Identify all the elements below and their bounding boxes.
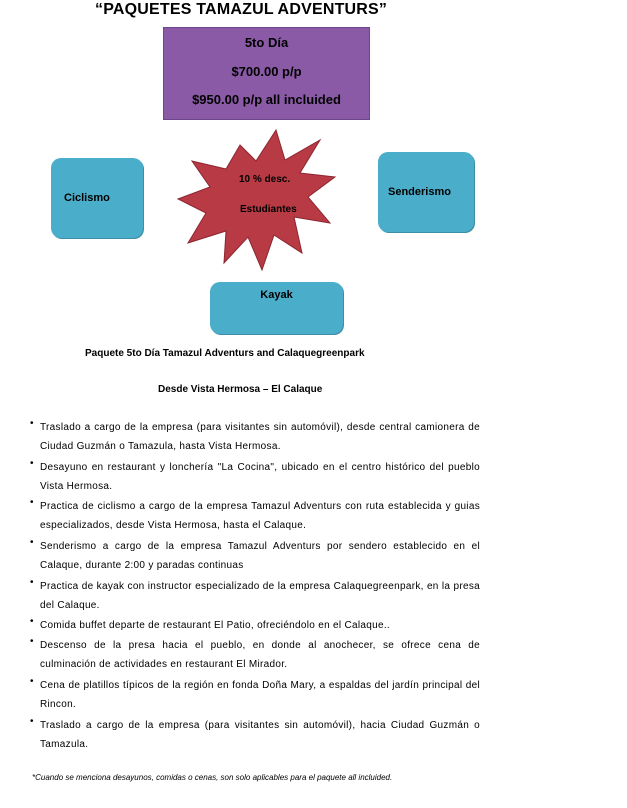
list-item-text: Cena de platillos típicos de la región en fonda Doña Mary, a espaldas del jardín principal del Rincon. [40, 680, 480, 710]
list-item [30, 458, 480, 496]
list-item-text: Traslado a cargo de la empresa (para visitantes sin automóvil), desde central camionera de Ciudad Guzmán o Tamazula, hasta Vista Hermosa. [40, 422, 480, 452]
list-item [30, 676, 480, 714]
package-heading: Paquete 5to Día Tamazul Adventurs and Calaquegreenpark [85, 348, 365, 359]
discount-starburst-icon [170, 125, 350, 275]
bullet-icon: • [30, 636, 34, 647]
price-basic: $700.00 p/p [231, 64, 302, 79]
discount-students: Estudiantes [240, 204, 297, 215]
list-item-text: Descenso de la presa hacia el pueblo, en donde al anochecer, se ofrece cena de culminación de actividades en restaurant El Mirador. [40, 640, 480, 670]
activity-hiking-label: Senderismo [388, 186, 451, 198]
page-title: “PAQUETES TAMAZUL ADVENTURS” [95, 1, 388, 18]
activity-cycling-box [51, 158, 143, 238]
bullet-icon: • [30, 497, 34, 508]
bullet-icon: • [30, 458, 34, 469]
price-day: 5to Día [244, 35, 289, 50]
list-item-text: Senderismo a cargo de la empresa Tamazul Adventurs por sendero establecido en el Calaque, durante 2:00 y paradas continuas [40, 541, 480, 571]
list-item [30, 616, 480, 635]
bullet-icon: • [30, 418, 34, 429]
bullet-icon: • [30, 716, 34, 727]
list-item [30, 418, 480, 456]
activity-cycling-label: Ciclismo [64, 192, 110, 204]
list-item [30, 577, 480, 615]
bullet-icon: • [30, 616, 34, 627]
activity-kayak-box [210, 282, 343, 334]
bullet-icon: • [30, 537, 34, 548]
footnote: *Cuando se menciona desayunos, comidas o cenas, son solo aplicables para el paquete all incluided. [32, 773, 393, 782]
activity-hiking-box [378, 152, 474, 232]
list-item-text: Desayuno en restaurant y lonchería "La Cocina", ubicado en el centro histórico del pueblo Vista Hermosa. [40, 462, 480, 492]
bullet-icon: • [30, 577, 34, 588]
list-item [30, 636, 480, 674]
list-item [30, 537, 480, 575]
starburst-shape [178, 130, 335, 270]
list-item-text: Practica de ciclismo a cargo de la empresa Tamazul Adventurs con ruta establecida y guias especializados, desde Vista Hermosa, hasta el Calaque. [40, 501, 480, 531]
list-item-text: Traslado a cargo de la empresa (para visitantes sin automóvil), hacia Ciudad Guzmán o Tamazula. [40, 720, 480, 750]
list-item-text: Practica de kayak con instructor especializado de la empresa Calaquegreenpark, en la presa del Calaque. [40, 581, 480, 611]
list-item [30, 716, 480, 754]
bullet-icon: • [30, 676, 34, 687]
list-item [30, 497, 480, 535]
list-item-text: Comida buffet departe de restaurant El Patio, ofreciéndolo en el Calaque.. [40, 620, 391, 631]
activity-kayak-label: Kayak [260, 289, 293, 301]
package-route: Desde Vista Hermosa – El Calaque [158, 384, 323, 395]
discount-percent: 10 % desc. [239, 174, 291, 185]
price-box [163, 27, 370, 120]
price-all-included: $950.00 p/p all incluided [192, 92, 341, 107]
